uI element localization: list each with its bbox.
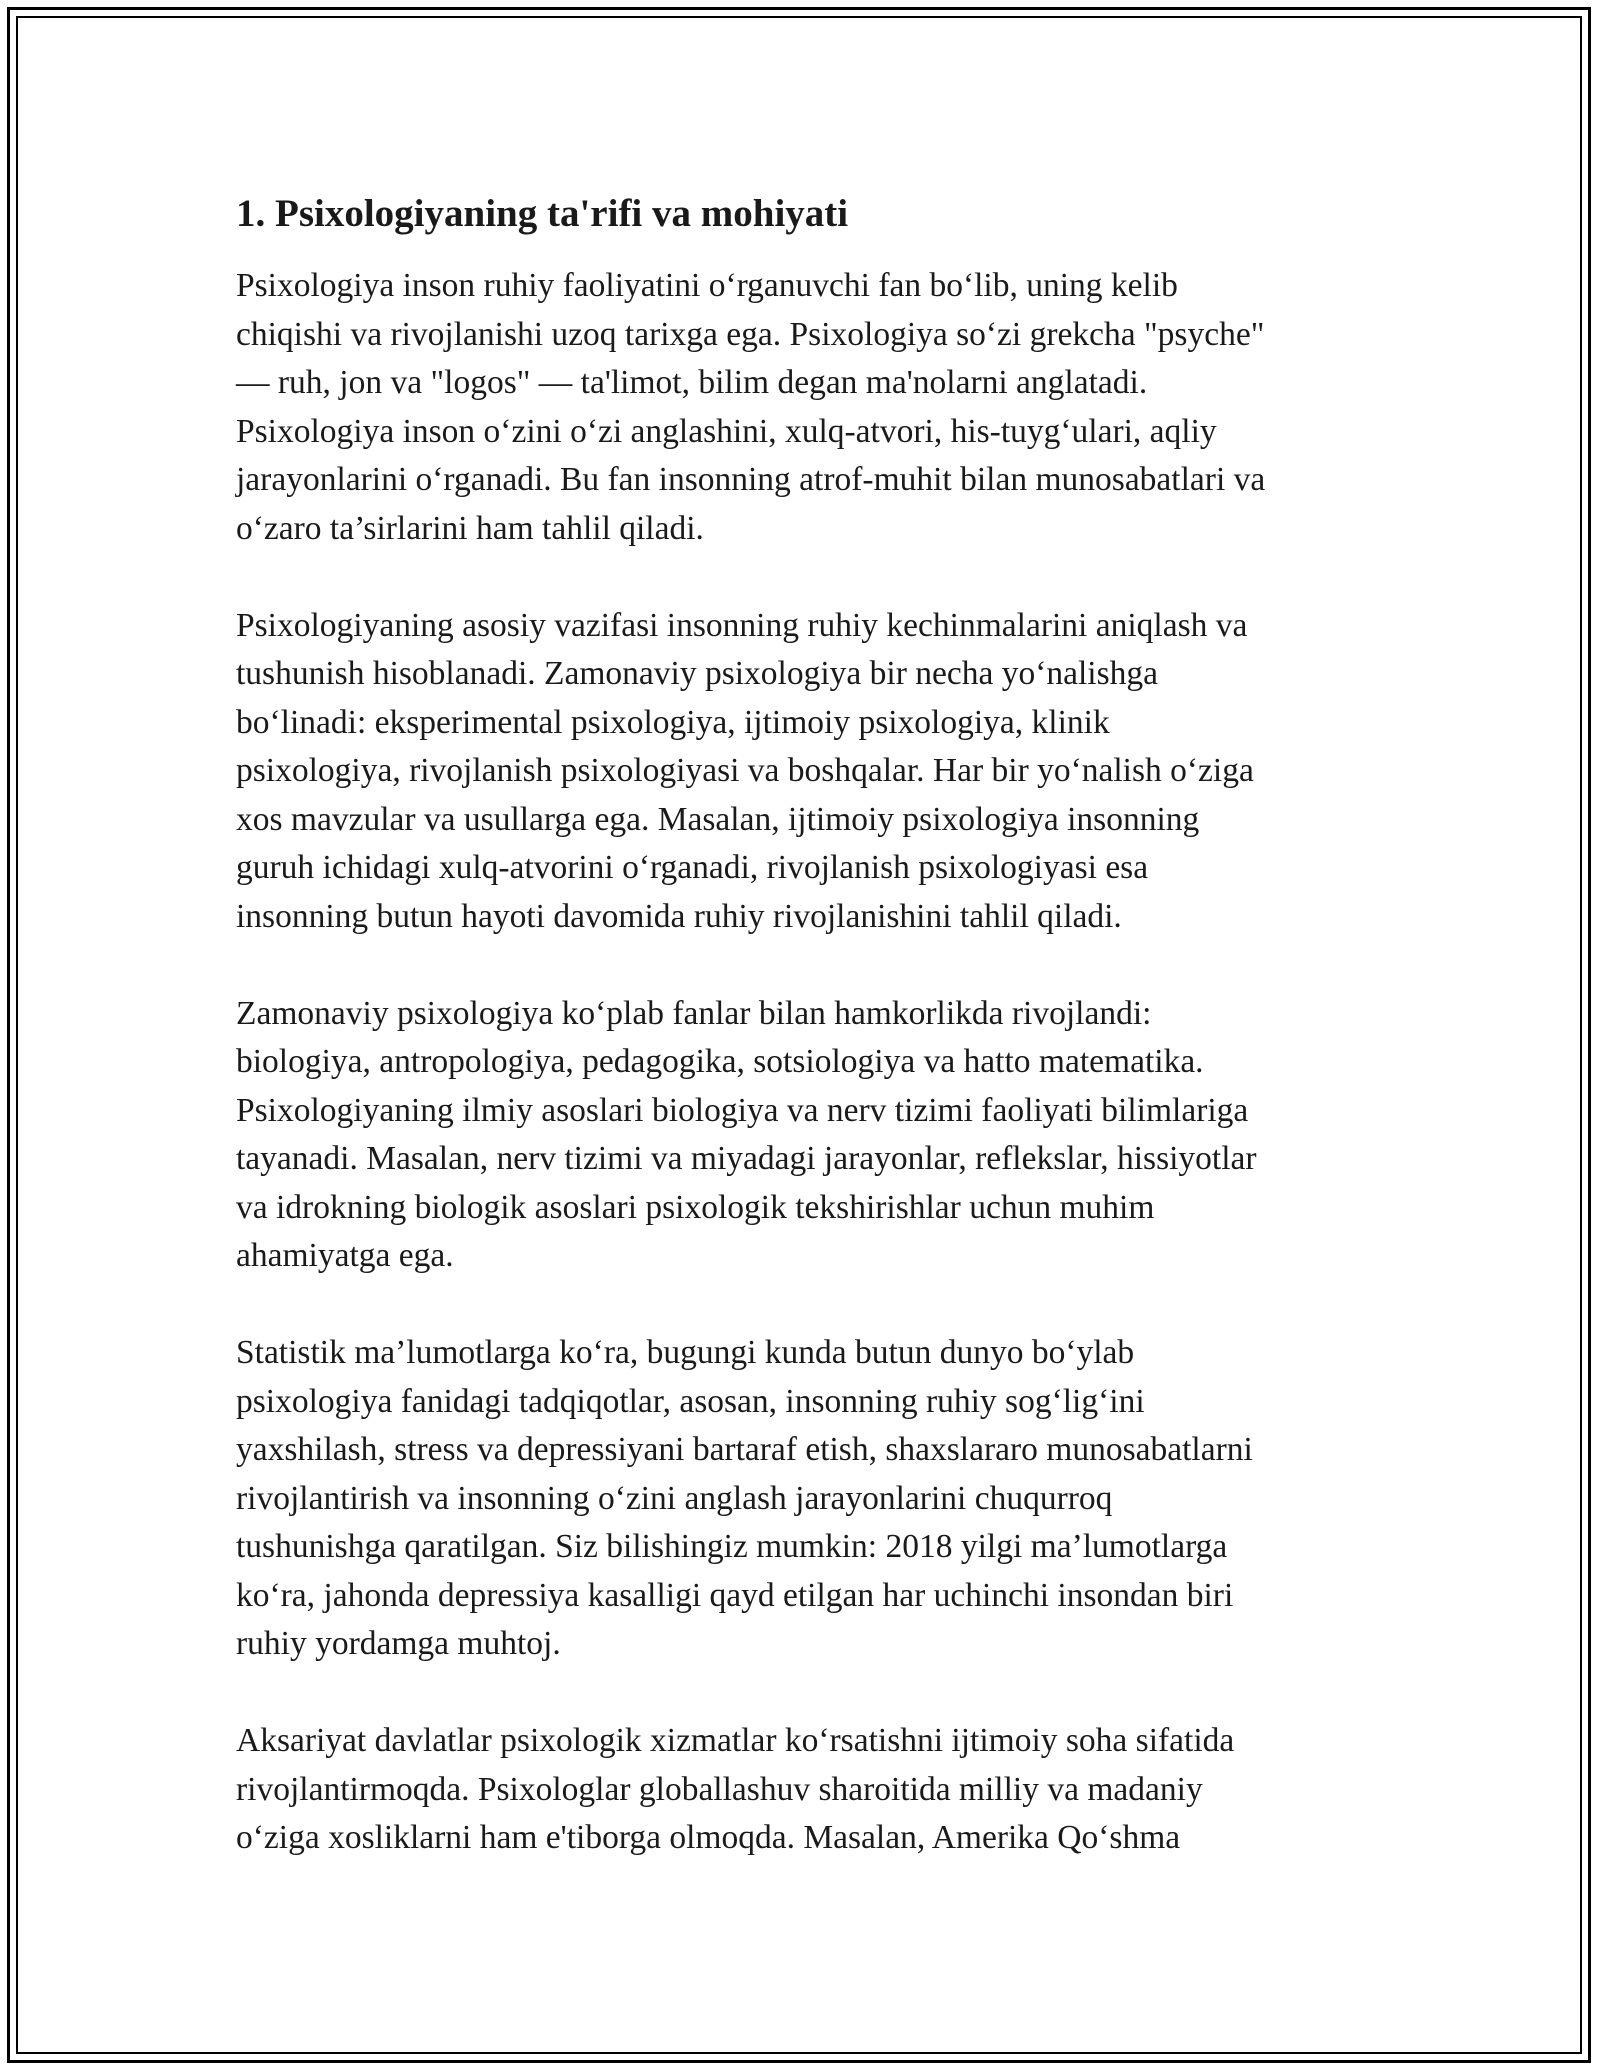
page-title: 1. Psixologiyaning ta'rifi va mohiyati <box>236 192 849 235</box>
paragraph-3: Zamonaviy psixologiya ko‘plab fanlar bilan hamkorlikda rivojlandi: biologiya, antropologiya, pedagogika, sotsiologiya va hatto matematika. Psixologiyaning ilmiy asoslari biologiya va nerv tizimi faoliyati bilimlariga tayanadi. Masalan, nerv tizimi va miyadagi jarayonlar, reflekslar, hissiyotlar va idrokning biologik asoslari psixologik tekshirishlar uchun muhim ahamiyatga ega. <box>236 994 1257 1274</box>
paragraph-1: Psixologiya inson ruhiy faoliyatini o‘rganuvchi fan bo‘lib, uning kelib chiqishi va rivojlanishi uzoq tarixga ega. Psixologiya so‘zi grekcha "psyche" — ruh, jon va "logos" — ta'limot, bilim degan ma'nolarni anglatadi. Psixologiya inson o‘zini o‘zi anglashini, xulq-atvori, his-tuyg‘ulari, aqliy jarayonlarini o‘rganadi. Bu fan insonning atrof-muhit bilan munosabatlari va o‘zaro ta’sirlarini ham tahlil qiladi. <box>236 267 1266 547</box>
paragraph-5: Aksariyat davlatlar psixologik xizmatlar ko‘rsatishni ijtimoiy soha sifatida rivojlantirmoqda. Psixologlar globallashuv sharoitida milliy va madaniy o‘ziga xosliklarni ham e'tiborga olmoqda. Masalan, Amerika Qo‘shma <box>236 1722 1235 1856</box>
paragraph-4: Statistik ma’lumotlarga ko‘ra, bugungi kunda butun dunyo bo‘ylab psixologiya fanidagi tadqiqotlar, asosan, insonning ruhiy sog‘lig‘ini yaxshilash, stress va depressiyani bartaraf etish, shaxslararo munosabatlarni rivojlantirish va insonning o‘zini anglash jarayonlarini chuqurroq tushunishga qaratilgan. Siz bilishingiz mumkin: 2018 yilgi ma’lumotlarga ko‘ra, jahonda depressiya kasalligi qayd etilgan har uchinchi insondan biri ruhiy yordamga muhtoj. <box>236 1334 1253 1662</box>
document-body <box>236 188 1376 1911</box>
paragraph-2: Psixologiyaning asosiy vazifasi insonning ruhiy kechinmalarini aniqlash va tushunish hisoblanadi. Zamonaviy psixologiya bir necha yo‘nalishga bo‘linadi: eksperimental psixologiya, ijtimoiy psixologiya, klinik psixologiya, rivojlanish psixologiyasi va boshqalar. Har bir yo‘nalish o‘ziga xos mavzular va usullarga ega. Masalan, ijtimoiy psixologiya insonning guruh ichidagi xulq-atvorini o‘rganadi, rivojlanish psixologiyasi esa insonning butun hayoti davomida ruhiy rivojlanishini tahlil qiladi. <box>236 606 1254 935</box>
